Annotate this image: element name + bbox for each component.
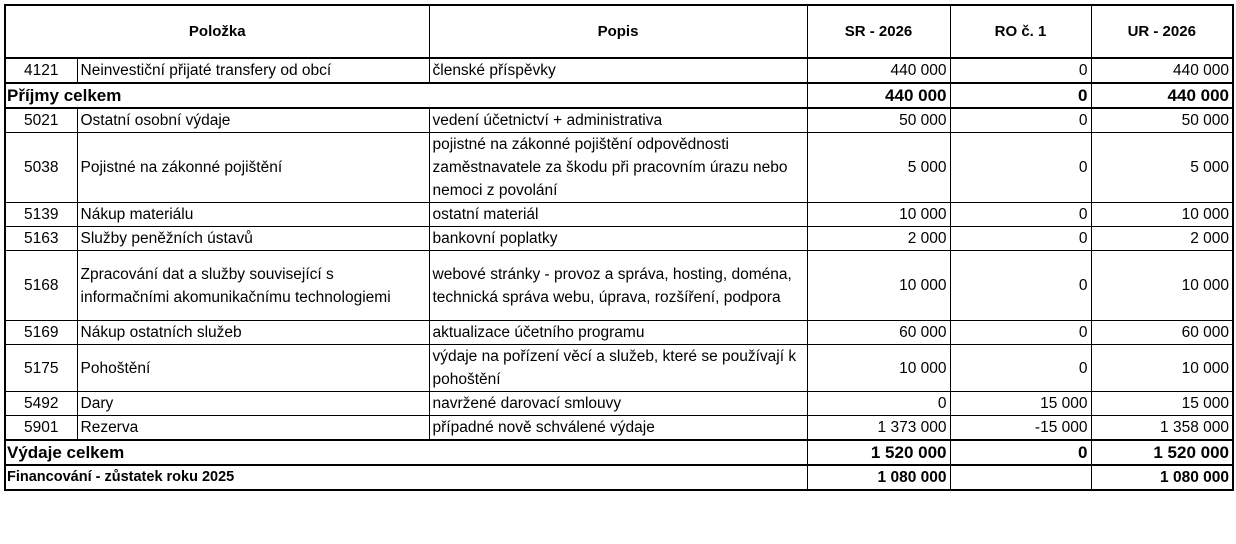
ur-value: 60 000 <box>1091 321 1233 345</box>
budget-table <box>4 4 1234 491</box>
table-row <box>5 108 1233 133</box>
sr-value: 10 000 <box>807 203 950 227</box>
income-section <box>5 58 1233 108</box>
financing-ur: 1 080 000 <box>1091 465 1233 490</box>
ur-value: 2 000 <box>1091 227 1233 251</box>
sr-value: 440 000 <box>807 58 950 83</box>
item-code: 5139 <box>5 203 77 227</box>
item-code: 5163 <box>5 227 77 251</box>
item-code: 5492 <box>5 392 77 416</box>
item-name: Pojistné na zákonné pojištění <box>77 133 429 203</box>
item-code: 4121 <box>5 58 77 83</box>
header-ro: RO č. 1 <box>950 5 1091 58</box>
table-row <box>5 133 1233 203</box>
ur-value: 10 000 <box>1091 345 1233 392</box>
table-row <box>5 392 1233 416</box>
sr-value: 60 000 <box>807 321 950 345</box>
income-total-sr: 440 000 <box>807 83 950 108</box>
income-total-ro: 0 <box>950 83 1091 108</box>
item-description: výdaje na pořízení věcí a služeb, které se používají k pohoštění <box>429 345 807 392</box>
ur-value: 5 000 <box>1091 133 1233 203</box>
item-description: případné nově schválené výdaje <box>429 416 807 441</box>
header-row <box>5 5 1233 58</box>
ro-value: 0 <box>950 345 1091 392</box>
item-description: navržené darovací smlouvy <box>429 392 807 416</box>
ro-value: 0 <box>950 203 1091 227</box>
ur-value: 10 000 <box>1091 203 1233 227</box>
item-description: ostatní materiál <box>429 203 807 227</box>
ur-value: 10 000 <box>1091 251 1233 321</box>
item-name: Nákup materiálu <box>77 203 429 227</box>
item-code: 5021 <box>5 108 77 133</box>
income-total-row <box>5 83 1233 108</box>
item-name: Ostatní osobní výdaje <box>77 108 429 133</box>
financing-row <box>5 465 1233 490</box>
ro-value: 0 <box>950 227 1091 251</box>
ro-value: 0 <box>950 251 1091 321</box>
header-popis: Popis <box>429 5 807 58</box>
sr-value: 2 000 <box>807 227 950 251</box>
item-name: Zpracování dat a služby související s informačními akomunikačnímu technologiemi <box>77 251 429 321</box>
ro-value: 0 <box>950 133 1091 203</box>
financing-section <box>5 465 1233 490</box>
table-row <box>5 321 1233 345</box>
expense-total-ro: 0 <box>950 440 1091 465</box>
expense-total-row <box>5 440 1233 465</box>
financing-sr: 1 080 000 <box>807 465 950 490</box>
expense-total-sr: 1 520 000 <box>807 440 950 465</box>
ur-value: 50 000 <box>1091 108 1233 133</box>
header-polozka: Položka <box>5 5 429 58</box>
item-name: Dary <box>77 392 429 416</box>
item-description: webové stránky - provoz a správa, hosting, doména, technická správa webu, úprava, rozšíření, podpora <box>429 251 807 321</box>
ur-value: 1 358 000 <box>1091 416 1233 441</box>
ur-value: 15 000 <box>1091 392 1233 416</box>
ro-value: -15 000 <box>950 416 1091 441</box>
item-description: aktualizace účetního programu <box>429 321 807 345</box>
table-row <box>5 416 1233 441</box>
ro-value: 0 <box>950 321 1091 345</box>
sr-value: 0 <box>807 392 950 416</box>
table-row <box>5 345 1233 392</box>
expense-total-label: Výdaje celkem <box>5 440 807 465</box>
table-row <box>5 251 1233 321</box>
income-total-label: Příjmy celkem <box>5 83 807 108</box>
item-name: Pohoštění <box>77 345 429 392</box>
sr-value: 10 000 <box>807 251 950 321</box>
item-description: členské příspěvky <box>429 58 807 83</box>
expense-total-ur: 1 520 000 <box>1091 440 1233 465</box>
sr-value: 5 000 <box>807 133 950 203</box>
item-name: Nákup ostatních služeb <box>77 321 429 345</box>
item-name: Rezerva <box>77 416 429 441</box>
ro-value: 0 <box>950 108 1091 133</box>
ro-value: 15 000 <box>950 392 1091 416</box>
sr-value: 1 373 000 <box>807 416 950 441</box>
table-row <box>5 203 1233 227</box>
income-total-ur: 440 000 <box>1091 83 1233 108</box>
table-row <box>5 227 1233 251</box>
item-name: Služby peněžních ústavů <box>77 227 429 251</box>
header-sr: SR - 2026 <box>807 5 950 58</box>
ur-value: 440 000 <box>1091 58 1233 83</box>
item-description: bankovní poplatky <box>429 227 807 251</box>
sr-value: 10 000 <box>807 345 950 392</box>
financing-label: Financování - zůstatek roku 2025 <box>5 465 807 490</box>
expense-section <box>5 108 1233 465</box>
table-row <box>5 58 1233 83</box>
item-code: 5175 <box>5 345 77 392</box>
item-description: pojistné na zákonné pojištění odpovědnosti zaměstnavatele za škodu při pracovním úrazu nebo nemoci z povolání <box>429 133 807 203</box>
item-code: 5168 <box>5 251 77 321</box>
header-ur: UR - 2026 <box>1091 5 1233 58</box>
item-code: 5901 <box>5 416 77 441</box>
financing-ro <box>950 465 1091 490</box>
item-code: 5038 <box>5 133 77 203</box>
sr-value: 50 000 <box>807 108 950 133</box>
item-code: 5169 <box>5 321 77 345</box>
ro-value: 0 <box>950 58 1091 83</box>
item-description: vedení účetnictví + administrativa <box>429 108 807 133</box>
item-name: Neinvestiční přijaté transfery od obcí <box>77 58 429 83</box>
